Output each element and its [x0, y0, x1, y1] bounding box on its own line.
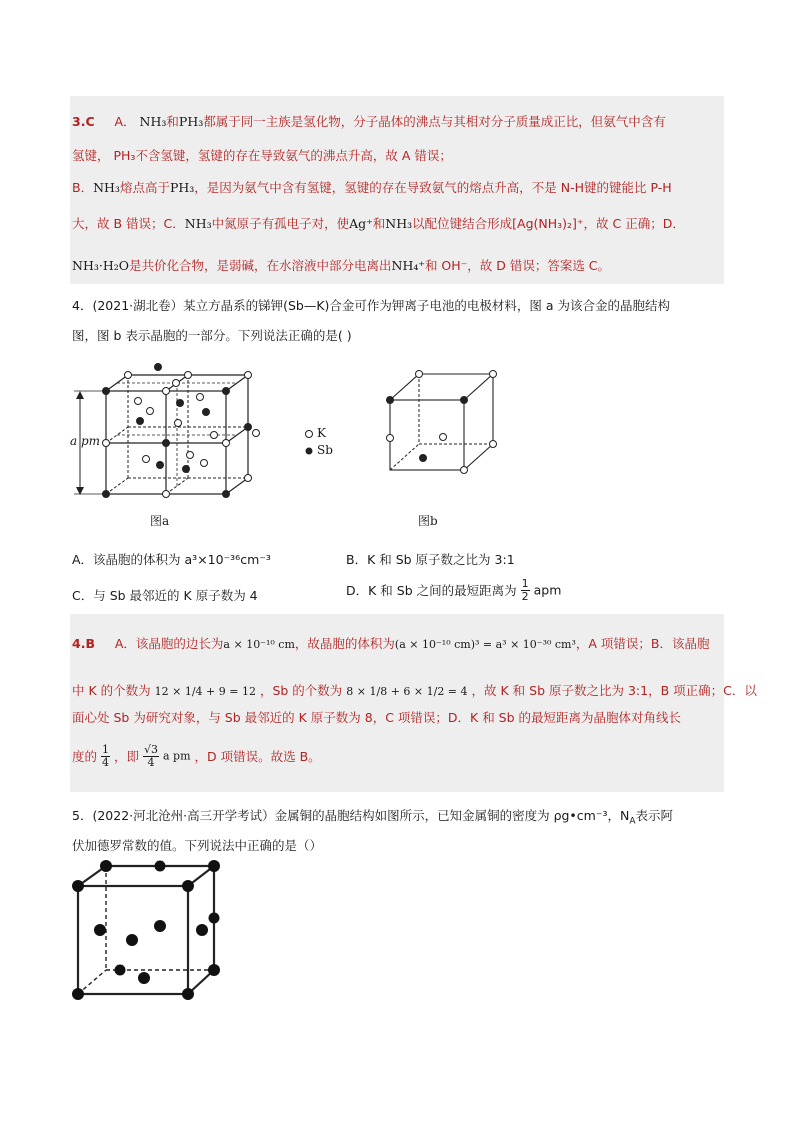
answer-4-line-4: 度的 $\frac{1}{4}$ ，即 $\frac{√3}{4}$ a pm ，D 项错误。故选 B。 [72, 743, 321, 769]
answer-4-fraction-quarter: $\frac{1}{4}$ [102, 743, 109, 769]
question-5-stem-1: 5．(2022·河北沧州·高三开学考试）金属铜的晶胞结构如图所示，已知金属铜的密度为 ρg•cm⁻³，$N_A$表示阿 [72, 808, 674, 827]
question-4-stem-2: 图，图 b 表示晶胞的一部分。下列说法正确的是( ) [72, 328, 352, 343]
question-4-stem-1: 4．(2021·湖北卷）某立方晶系的锑钾(Sb—K)合金可作为钾离子电池的电极材料，图 a 为该合金的晶胞结构 [72, 298, 671, 313]
option-d: D．K 和 Sb 之间的最短距离为 $\frac{1}{2}$ apm [346, 577, 562, 603]
answer-4-line-1: 4.B A．该晶胞的边长为a × 10⁻¹⁰ cm，故晶胞的体积为(a × 10⁻¹⁰ cm)³ = a³ × 10⁻³⁰ cm³，A 项错误；B．该晶胞 [72, 636, 710, 651]
figure-a-dimension-label: a pm [70, 434, 101, 448]
answer-3-line-5: NH₃·H₂O是共价化合物，是弱碱，在水溶液中部分电离出NH₄⁺和 OH⁻，故 D 错误；答案选 C。 [72, 258, 611, 273]
figure-b-partial-cell [385, 360, 505, 480]
answer-3-line-2: 氢键， PH₃不含氢键，氢键的存在导致氨气的沸点升高，故 A 错误； [72, 148, 452, 163]
figure-a-crystal-cell [68, 355, 268, 505]
figure-b-caption: 图b [418, 514, 438, 528]
figure-5-copper-cell [68, 858, 248, 1003]
legend-sb-marker [304, 446, 314, 456]
option-a: A．该晶胞的体积为 a³×10⁻³⁶cm⁻³ [72, 552, 271, 567]
answer-3-line-1: 3.C A． NH₃和PH₃都属于同一主族是氢化物，分子晶体的沸点与其相对分子质量成正比，但氨气中含有 [72, 114, 666, 129]
legend-sb-label: Sb [317, 443, 333, 457]
legend-k-label: K [317, 426, 326, 440]
option-d-fraction: $\frac{1}{2}$ [521, 577, 529, 603]
answer-4-line-2: 中 K 的个数为 12 × 1/4 + 9 = 12 ，Sb 的个数为 8 × 1/8 + 6 × 1/2 = 4 ，故 K 和 Sb 原子数之比为 3:1，B 项正确；C．以 [72, 683, 757, 698]
option-b: B．K 和 Sb 原子数之比为 3:1 [346, 552, 515, 567]
answer-3-line-4: 大，故 B 错误；C．NH₃中氮原子有孤电子对，使Ag⁺和NH₃以配位键结合形成[Ag(NH₃)₂]⁺，故 C 正确；D． [72, 216, 685, 231]
answer-4-fraction-root3: $\frac{√3}{4}$ [143, 743, 158, 769]
legend-k-marker [304, 429, 314, 439]
figure-a-caption: 图a [150, 514, 170, 528]
answer-4-line-3: 面心处 Sb 为研究对象，与 Sb 最邻近的 K 原子数为 8，C 项错误；D．K 和 Sb 的最短距离为晶胞体对角线长 [72, 710, 682, 725]
answer-3-line-3: B．NH₃熔点高于PH₃，是因为氨气中含有氢键，氢键的存在导致氨气的熔点升高，不是 N-H键的键能比 P-H [72, 180, 672, 195]
question-5-stem-2: 伏加德罗常数的值。下列说法中正确的是（） [72, 838, 323, 853]
option-c: C．与 Sb 最邻近的 K 原子数为 4 [72, 588, 258, 603]
